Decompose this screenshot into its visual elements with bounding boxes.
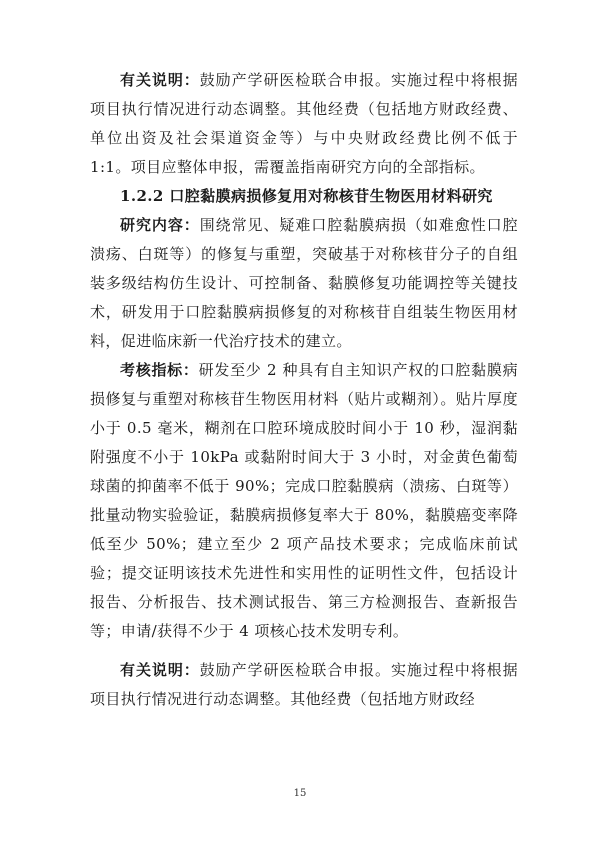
research-paragraph	[90, 211, 518, 356]
paragraph-gap	[90, 646, 518, 656]
notes-label-2: 有关说明：	[120, 661, 200, 679]
research-label: 研究内容：	[120, 216, 200, 234]
assessment-label: 考核指标：	[120, 361, 199, 379]
research-text: 围绕常见、疑难口腔黏膜病损（如难愈性口腔溃疡、白斑等）的修复与重塑，突破基于对称核苷分子的自组装多级结构仿生设计、可控制备、黏膜修复功能调控等关键技术，研发用于口腔黏膜病损修复的对称核苷自组装生物医用材料，促进临床新一代治疗技术的建立。	[90, 216, 518, 350]
section-heading: 1.2.2 口腔黏膜病损修复用对称核苷生物医用材料研究	[120, 187, 493, 205]
notes-paragraph-continued	[90, 656, 518, 714]
page-content	[90, 66, 518, 714]
notes-paragraph	[90, 66, 518, 182]
assessment-paragraph	[90, 356, 518, 646]
notes-text-2: 鼓励产学研医检联合申报。实施过程中将根据项目执行情况进行动态调整。其他经费（包括地方财政经	[90, 661, 518, 708]
page-number: 15	[293, 788, 307, 799]
notes-text: 鼓励产学研医检联合申报。实施过程中将根据项目执行情况进行动态调整。其他经费（包括地方财政经费、单位出资及社会渠道资金等）与中央财政经费比例不低于 1:1。项目应整体申报，需覆盖指南研究方向的全部指标。	[90, 71, 518, 176]
notes-label: 有关说明：	[120, 71, 200, 89]
assessment-text: 研发至少 2 种具有自主知识产权的口腔黏膜病损修复与重塑对称核苷生物医用材料（贴片或糊剂）。贴片厚度小于 0.5 毫米，糊剂在口腔环境成胶时间小于 10 秒，湿润黏附强度不小于 10kPa 或黏附时间大于 3 小时，对金黄色葡萄球菌的抑菌率不低于 90%；完成口腔黏膜病（溃疡、白斑等）批量动物实验验证，黏膜病损修复率大于 80%，黏膜癌变率降低至少 50%；建立至少 2 项产品技术要求；完成临床前试验；提交证明该技术先进性和实用性的证明性文件，包括设计报告、分析报告、技术测试报告、第三方检测报告、查新报告等；申请/获得不少于 4 项核心技术发明专利。	[90, 361, 518, 640]
